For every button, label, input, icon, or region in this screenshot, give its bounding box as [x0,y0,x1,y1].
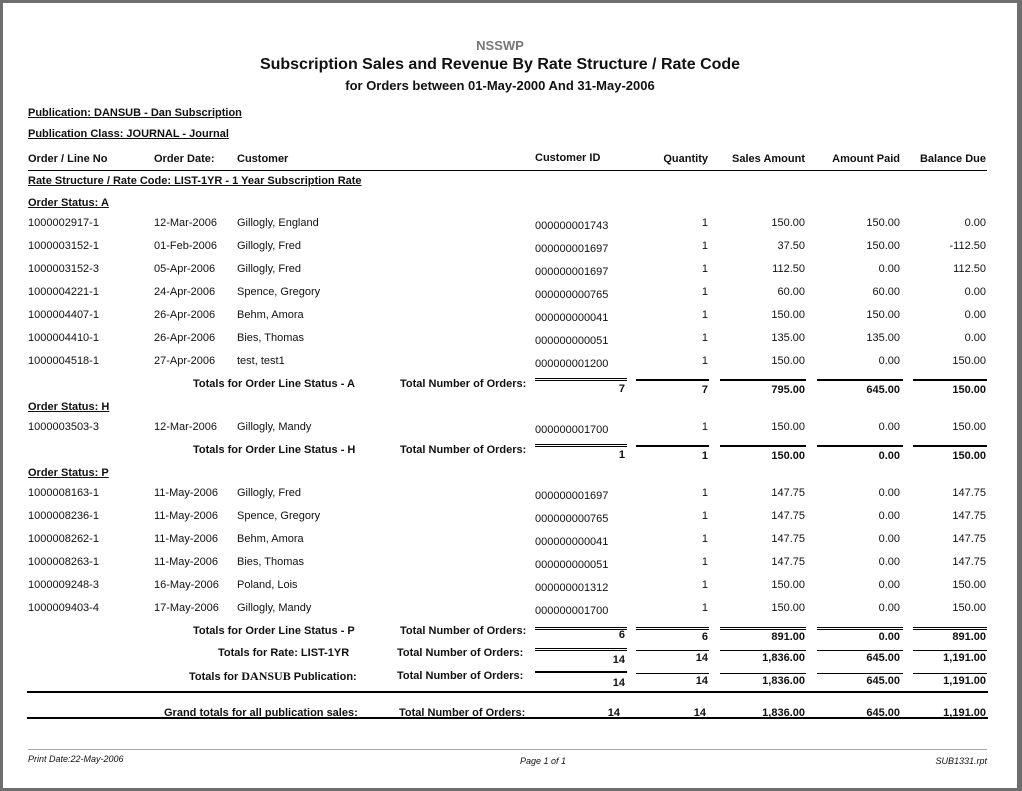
customer-id: 000000001312 [535,582,609,594]
publication-total-suffix: Publication: [293,671,357,683]
print-date: Print Date:22-May-2006 [28,754,124,764]
order-date: 26-Apr-2006 [154,309,216,321]
total-rule [636,650,709,651]
balance-due: 150.00 [952,579,986,591]
quantity: 1 [701,602,708,614]
customer-id: 000000000051 [535,559,609,571]
quantity: 1 [701,217,708,229]
rate-total-label: Totals for Rate: LIST-1YR [218,647,350,659]
quantity: 1 [701,286,708,298]
sales-amount: 147.75 [771,510,805,522]
total-due: 1,191.00 [943,707,986,719]
report-page [3,3,1017,788]
customer-name: Bies, Thomas [237,556,305,568]
orders-count: 14 [607,707,620,719]
order-line-no: 1000004407-1 [28,309,99,321]
total-paid: 0.00 [878,450,900,462]
col-balance-due: Balance Due [919,153,986,165]
customer-id: 000000001200 [535,358,609,370]
balance-due: 150.00 [952,421,986,433]
org-name: NSSWP [476,38,524,53]
total-due: 1,191.00 [943,652,986,664]
publication-label: Publication: DANSUB - Dan Subscription [28,107,242,119]
col-quantity: Quantity [663,153,708,165]
total-rule [636,445,709,447]
col-order-line: Order / Line No [28,153,108,165]
quantity: 1 [701,309,708,321]
customer-name: Spence, Gregory [237,510,321,522]
orders-count: 1 [618,449,625,461]
total-quantity: 6 [701,631,708,643]
total-rule [636,673,709,674]
order-line-no: 1000003503-3 [28,421,99,433]
sales-amount: 60.00 [777,286,805,298]
amount-paid: 150.00 [866,240,900,252]
orders-count-label: Total Number of Orders: [400,625,527,637]
customer-id: 000000000041 [535,312,609,324]
order-status-label: Order Status: A [28,197,109,209]
quantity: 1 [701,240,708,252]
total-quantity: 14 [693,707,706,719]
total-rule [636,379,709,381]
orders-count-label: Total Number of Orders: [400,378,527,390]
orders-count: 6 [618,629,625,641]
col-customer-id: Customer ID [535,152,601,164]
sales-amount: 147.75 [771,487,805,499]
total-rule [720,627,806,630]
customer-id: 000000001697 [535,490,609,502]
total-sales: 150.00 [771,450,805,462]
order-line-no: 1000003152-3 [28,263,99,275]
page-number: Page 1 of 1 [519,756,567,766]
col-sales-amount: Sales Amount [732,153,805,165]
customer-id: 000000001697 [535,266,609,278]
customer-id: 000000001697 [535,243,609,255]
customer-id: 000000000765 [535,289,609,301]
customer-name: Behm, Amora [237,533,304,545]
order-date: 05-Apr-2006 [154,263,216,275]
order-date: 27-Apr-2006 [154,355,216,367]
total-rule [720,673,806,674]
amount-paid: 135.00 [866,332,900,344]
amount-paid: 0.00 [878,510,900,522]
header-rule [28,170,987,171]
sales-amount: 150.00 [771,217,805,229]
publication-class-label: Publication Class: JOURNAL - Journal [28,128,229,140]
balance-due: -112.50 [949,240,986,252]
total-sales: 795.00 [771,384,805,396]
total-paid: 645.00 [866,675,900,687]
amount-paid: 0.00 [878,556,900,568]
order-line-no: 1000003152-1 [28,240,99,252]
total-quantity: 1 [701,450,708,462]
publication-total-prefix: Totals for [189,671,239,683]
quantity: 1 [701,579,708,591]
report-title: Subscription Sales and Revenue By Rate Structure / Rate Code [259,56,741,73]
balance-due: 0.00 [964,217,986,229]
amount-paid: 0.00 [878,421,900,433]
order-date: 11-May-2006 [154,556,218,568]
quantity: 1 [701,510,708,522]
customer-id: 000000001700 [535,605,609,617]
balance-due: 0.00 [964,286,986,298]
order-date: 12-Mar-2006 [154,217,217,229]
sales-amount: 112.50 [772,263,805,275]
total-rule [535,671,627,673]
sales-amount: 150.00 [771,355,805,367]
sales-amount: 150.00 [771,579,805,591]
balance-due: 150.00 [952,355,986,367]
order-line-no: 1000004221-1 [28,286,99,298]
balance-due: 0.00 [964,309,986,321]
quantity: 1 [701,332,708,344]
order-line-no: 1000009248-3 [28,579,99,591]
report-subtitle: for Orders between 01-May-2000 And 31-May-2006 [345,78,655,93]
order-date: 11-May-2006 [154,510,218,522]
order-line-no: 1000009403-4 [28,602,99,614]
amount-paid: 0.00 [878,533,900,545]
total-rule [535,648,627,651]
order-line-no: 1000002917-1 [28,217,99,229]
grand-total-rule [27,717,988,719]
grand-total-label: Grand totals for all publication sales: [164,707,358,719]
total-rule [913,673,987,674]
customer-name: Gillogly, Fred [237,263,301,275]
total-rule [535,378,627,381]
total-paid: 645.00 [866,707,900,719]
balance-due: 150.00 [952,602,986,614]
total-rule [913,379,987,381]
sales-amount: 150.00 [771,602,805,614]
order-line-no: 1000008262-1 [28,533,99,545]
subtotal-label: Totals for Order Line Status - P [193,625,355,637]
order-line-no: 1000008236-1 [28,510,99,522]
quantity: 1 [701,556,708,568]
total-paid: 645.00 [866,652,900,664]
publication-total-label [189,669,357,684]
total-rule [817,445,903,447]
quantity: 1 [701,487,708,499]
col-order-date: Order Date: [154,153,215,165]
col-amount-paid: Amount Paid [832,153,900,165]
sales-amount: 147.75 [771,556,805,568]
total-rule [535,444,627,447]
total-rule [636,627,709,630]
orders-count-label: Total Number of Orders: [399,707,526,719]
order-date: 17-May-2006 [154,602,219,614]
total-rule [913,627,987,630]
customer-name: Behm, Amora [237,309,304,321]
total-rule [913,650,987,651]
sales-amount: 150.00 [771,309,805,321]
amount-paid: 60.00 [872,286,900,298]
balance-due: 147.75 [952,533,986,545]
customer-name: Bies, Thomas [237,332,305,344]
footer-rule [28,749,987,750]
amount-paid: 150.00 [866,217,900,229]
balance-due: 147.75 [952,510,986,522]
quantity: 1 [701,421,708,433]
total-due: 150.00 [952,384,986,396]
subtotal-label: Totals for Order Line Status - H [193,444,356,456]
quantity: 1 [701,263,708,275]
customer-id: 000000000041 [535,536,609,548]
sales-amount: 150.00 [771,421,805,433]
customer-id: 000000001700 [535,424,609,436]
order-date: 01-Feb-2006 [154,240,217,252]
order-date: 24-Apr-2006 [154,286,216,298]
amount-paid: 0.00 [878,355,900,367]
col-customer: Customer [237,153,289,165]
total-rule [817,673,903,674]
total-sales: 891.00 [771,631,805,643]
total-sales: 1,836.00 [762,675,805,687]
balance-due: 147.75 [952,556,986,568]
rate-structure-label: Rate Structure / Rate Code: LIST-1YR - 1 Year Subscription Rate [28,175,362,187]
order-date: 12-Mar-2006 [154,421,217,433]
orders-count-label: Total Number of Orders: [397,647,524,659]
total-quantity: 7 [701,384,708,396]
sales-amount: 147.75 [771,533,805,545]
order-date: 11-May-2006 [154,487,218,499]
customer-id: 000000001743 [535,220,609,232]
report-id: SUB1331.rpt [935,756,987,766]
customer-name: Poland, Lois [237,579,298,591]
total-due: 150.00 [952,450,986,462]
publication-code: DANSUB [241,669,291,683]
total-rule [913,445,987,447]
total-rule [817,627,903,630]
quantity: 1 [701,533,708,545]
customer-name: test, test1 [237,355,285,367]
order-line-no: 1000004518-1 [28,355,99,367]
sales-amount: 135.00 [771,332,805,344]
customer-name: Spence, Gregory [237,286,321,298]
order-line-no: 1000008263-1 [28,556,99,568]
amount-paid: 0.00 [878,263,900,275]
customer-name: Gillogly, Fred [237,240,301,252]
order-line-no: 1000008163-1 [28,487,99,499]
order-date: 26-Apr-2006 [154,332,216,344]
total-rule [817,379,903,381]
balance-due: 0.00 [964,332,986,344]
sales-amount: 37.50 [777,240,805,252]
total-rule [720,379,806,381]
total-rule [720,650,806,651]
total-quantity: 14 [695,675,708,687]
total-sales: 1,836.00 [762,652,805,664]
orders-count: 14 [612,654,625,666]
order-date: 11-May-2006 [154,533,218,545]
order-line-no: 1000004410-1 [28,332,99,344]
total-sales: 1,836.00 [762,707,805,719]
amount-paid: 0.00 [878,487,900,499]
total-due: 891.00 [952,631,986,643]
quantity: 1 [701,355,708,367]
subtotal-label: Totals for Order Line Status - A [193,378,355,390]
orders-count-label: Total Number of Orders: [400,444,527,456]
publication-rule [27,691,988,693]
amount-paid: 0.00 [878,602,900,614]
total-due: 1,191.00 [943,675,986,687]
orders-count-label: Total Number of Orders: [397,670,524,682]
customer-name: Gillogly, Mandy [237,421,312,433]
total-paid: 645.00 [866,384,900,396]
total-rule [817,650,903,651]
orders-count: 7 [618,383,625,395]
customer-id: 000000000051 [535,335,609,347]
total-rule [720,445,806,447]
balance-due: 147.75 [952,487,986,499]
total-quantity: 14 [695,652,708,664]
orders-count: 14 [612,677,625,689]
total-paid: 0.00 [878,631,900,643]
amount-paid: 150.00 [866,309,900,321]
balance-due: 112.50 [953,263,986,275]
customer-name: Gillogly, Mandy [237,602,312,614]
customer-id: 000000000765 [535,513,609,525]
customer-name: Gillogly, England [237,217,319,229]
order-date: 16-May-2006 [154,579,219,591]
order-status-label: Order Status: H [28,401,110,413]
order-status-label: Order Status: P [28,467,109,479]
customer-name: Gillogly, Fred [237,487,301,499]
amount-paid: 0.00 [878,579,900,591]
